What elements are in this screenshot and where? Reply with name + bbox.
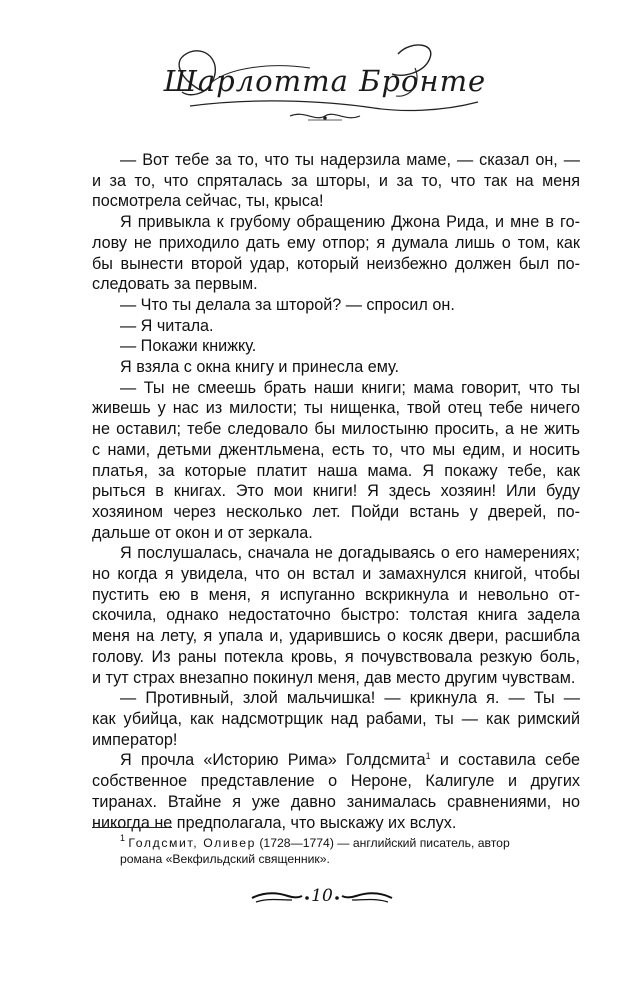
footnote-text: (1728—1774) — английский писатель, автор	[259, 836, 510, 850]
text-line: и тут страх внезапно покинул меня, дав место другим чувствам.	[92, 668, 576, 687]
text-line: следовать за первым.	[92, 275, 258, 294]
text-line: живешь у нас из милости; ты нищенка, твой отец тебе ничего	[92, 399, 580, 418]
text-line: собственное представление о Нероне, Калигуле и других	[92, 772, 580, 791]
text-line: но когда я увидела, что он встал и замахнулся книгой, чтобы	[92, 565, 580, 584]
text-line: — Что ты делала за шторой? — спросил он.	[120, 295, 455, 314]
text-fragment: и составила себе	[430, 751, 580, 770]
page-number: 10	[311, 886, 333, 906]
paragraph	[92, 150, 580, 212]
paragraph	[92, 750, 580, 833]
text-line: Я привыкла к грубому обращению Джона Рида, и мне в го-	[120, 213, 580, 232]
paragraph	[92, 316, 580, 337]
text-line: — Ты не смеешь брать наши книги; мама говорит, что ты	[120, 378, 580, 397]
text-line: — Я читала.	[120, 316, 214, 335]
text-line: голову. Из раны потекла кровь, я почувствовала резкую боль,	[92, 647, 580, 666]
paragraph	[92, 378, 580, 544]
text-line: — Противный, злой мальчишка! — крикнула я. — Ты —	[120, 689, 580, 708]
footnote-reference[interactable]: 1	[425, 751, 431, 762]
footnote-line	[92, 835, 580, 851]
text-line: пустить ею в меня, я испуганно вскрикнула и невольно от-	[92, 585, 580, 604]
header-title: Шарлотта Бронте	[163, 64, 487, 98]
text-line: скочила, однако недостаточно быстро: толстая книга задела	[92, 606, 580, 625]
running-header	[160, 38, 490, 128]
text-line: никогда не предполагала, что выскажу их вслух.	[92, 813, 457, 832]
text-line: меня на лету, я упала и, ударившись о косяк двери, расшибла	[92, 627, 580, 646]
footnote-line: романа «Векфильдский священник».	[120, 852, 330, 866]
paragraph	[92, 688, 580, 750]
footnote	[92, 835, 580, 867]
text-line: посмотрела сейчас, ты, крыса!	[92, 192, 324, 211]
paragraph	[92, 336, 580, 357]
text-line: император!	[92, 730, 178, 749]
text-line	[92, 750, 580, 771]
text-line: бы вынести второй удар, который неизбежно должен был по-	[92, 254, 580, 273]
text-line: как убийца, как надсмотрщик над рабами, ты — как римский	[92, 709, 580, 728]
paragraph	[92, 295, 580, 316]
text-fragment: Я прочла «Историю Рима» Голдсмита	[120, 751, 426, 770]
body-text	[92, 150, 580, 833]
text-line: — Вот тебе за то, что ты надерзила маме, — сказал он, —	[120, 151, 580, 169]
text-line: с нами, детьми джентльмена, есть то, что мы едим, и носить	[92, 440, 580, 459]
footnote-name: Голдсмит, Оливер	[128, 836, 256, 850]
footnote-rule	[92, 827, 172, 828]
text-line: — Покажи книжку.	[120, 337, 257, 356]
footnote-marker: 1	[120, 833, 126, 843]
text-line: рыться в книгах. Это мои книги! Я здесь хозяин! Или буду	[92, 482, 580, 501]
text-line: не оставил; тебе следовало бы милостыню просить, а не жить	[92, 420, 580, 439]
paragraph	[92, 543, 580, 688]
paragraph	[92, 357, 580, 378]
text-line: тиранах. Втайне я уже давно занималась сравнениями, но	[92, 792, 580, 811]
paragraph	[92, 212, 580, 295]
text-line: дальше от окон и от зеркала.	[92, 523, 313, 542]
text-line: Я послушалась, сначала не догадываясь о его намерениях;	[120, 544, 580, 563]
text-line: лову не приходило дать ему отпор; я думала лишь о том, как	[92, 233, 580, 252]
page-number-block	[250, 884, 394, 914]
text-line: платья, за которые платит наша мама. Я покажу тебе, как	[92, 461, 580, 480]
text-line: хозяином через несколько лет. Пойди встань у дверей, по-	[92, 502, 580, 521]
text-line: Я взяла с окна книгу и принесла ему.	[120, 358, 400, 377]
text-line: и за то, что спряталась за шторы, и за то, что так на меня	[92, 171, 580, 190]
